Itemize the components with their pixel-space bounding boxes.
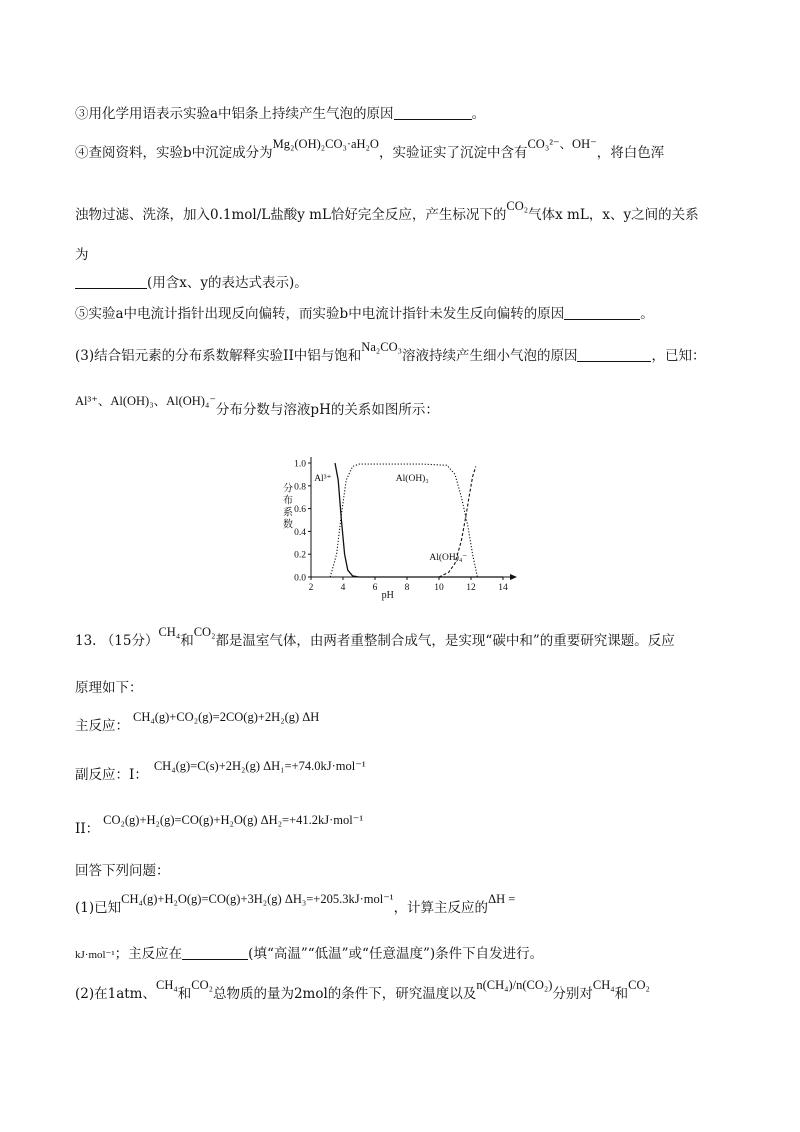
side-reaction-2-equation: CO₂(g)+H₂(g)=CO(g)+H₂O(g) ΔH₂=+41.2kJ·mol⁻¹ xyxy=(103,813,364,827)
x-axis-label: pH xyxy=(381,590,394,601)
x-tick-label: 2 xyxy=(308,583,314,593)
q12-part5-text: ⑤实验a中电流计指针出现反向偏转，而实验b中电流计指针未发生反向偏转的原因 xyxy=(75,306,565,322)
q12-part4b-pre: 浊物过滤、洗涤，加入0.1mol/L盐酸y mL恰好完全反应，产生标况下的 xyxy=(75,207,507,223)
y-tick-label: 0.6 xyxy=(294,505,306,516)
conj-and: 和 xyxy=(180,633,194,649)
q12-part3-line xyxy=(75,102,485,122)
q12-part4-line xyxy=(75,137,665,161)
answer-blank-3[interactable] xyxy=(394,106,472,120)
y-tick-label: 0.4 xyxy=(294,527,306,538)
q13-text1: 都是温室气体，由两者重整制合成气，是实现“碳中和”的重要研究课题。反应 xyxy=(215,633,675,649)
x-tick-label: 8 xyxy=(404,583,410,593)
q12-part4d-line xyxy=(75,271,308,291)
main-reaction-label: 主反应： xyxy=(75,718,129,734)
formula-mg2oh2co3: Mg₂(OH)₂CO₃·aH₂O xyxy=(272,137,379,151)
series-label-0: Al³⁺ xyxy=(314,474,332,485)
side-reaction-2-line xyxy=(75,813,364,837)
y-tick-label: 0.0 xyxy=(294,573,306,584)
q12-part4-mid: ，实验证实了沉淀中含有 xyxy=(378,145,528,161)
main-reaction-line xyxy=(75,710,320,734)
y-axis-label-char: 系 xyxy=(283,507,293,519)
q12-part3-end: 。 xyxy=(471,106,486,122)
distribution-chart xyxy=(281,451,521,601)
q12-sub3-mid: 溶液持续产生细小气泡的原因 xyxy=(401,348,578,364)
x-tick-label: 14 xyxy=(498,583,508,593)
q12-part4c-line xyxy=(75,243,89,263)
formula-co2: CO₂ xyxy=(506,199,529,213)
ratio-formula: n(CH₄)/n(CO₂) xyxy=(476,978,553,992)
formula-co2-s2b: CO₂ xyxy=(628,978,650,992)
side-reaction-2-label: II： xyxy=(75,821,100,837)
q12-species-line xyxy=(75,394,439,418)
q13-sub2-line xyxy=(75,978,650,1002)
side-reaction-1-line xyxy=(75,759,366,783)
q12-part5-end: 。 xyxy=(640,306,654,322)
x-tick-label: 12 xyxy=(466,583,476,593)
y-axis-label-char: 分 xyxy=(283,483,293,495)
formula-co2-s2: CO₂ xyxy=(191,978,213,992)
formula-ions: CO₃²⁻、OH⁻ xyxy=(527,137,597,151)
q12-sub3-post: ，已知： xyxy=(651,348,706,364)
y-axis-label-char: 数 xyxy=(283,519,293,531)
q12-sub3-line xyxy=(75,340,706,364)
answer-intro: 回答下列问题： xyxy=(75,863,170,879)
answer-intro-line xyxy=(75,859,170,879)
x-axis-arrow xyxy=(510,574,517,580)
q12-part4-post: ，将白色浑 xyxy=(596,145,665,161)
q13-sub1b-post: (填“高温”“低温”或“任意温度”)条件下自发进行。 xyxy=(248,946,544,962)
answer-blank-13-1[interactable] xyxy=(182,946,248,960)
q13-sub1-mid: ，计算主反应的 xyxy=(393,900,489,916)
unit-kj-mol: kJ·mol⁻¹ xyxy=(75,949,115,961)
sub1-equation: CH₄(g)+H₂O(g)=CO(g)+3H₂(g) ΔH₃=+205.3kJ·mol⁻¹ xyxy=(121,892,394,906)
formula-co2-q13: CO₂ xyxy=(193,625,216,639)
question-score: （15分） xyxy=(100,633,159,649)
side-reaction-1-label: 副反应：I： xyxy=(75,767,148,783)
y-tick-label: 1.0 xyxy=(294,459,306,470)
x-tick-label: 6 xyxy=(372,583,378,593)
q13-text2: 原理如下： xyxy=(75,680,143,696)
q12-part3-text: ③用化学用语表示实验a中铝条上持续产生气泡的原因 xyxy=(75,106,394,122)
q13-sub1b-pre: ；主反应在 xyxy=(114,946,183,962)
q12-part5-line xyxy=(75,302,654,322)
delta-h-symbol: ΔH = xyxy=(488,892,516,906)
side-reaction-1-equation: CH₄(g)=C(s)+2H₂(g) ΔH₁=+74.0kJ·mol⁻¹ xyxy=(153,759,366,773)
chart-labels xyxy=(314,473,467,563)
y-tick-label: 0.2 xyxy=(294,550,306,561)
formula-na2co3: Na₂CO₃ xyxy=(361,340,402,354)
series-label-1: Al(OH)₃ xyxy=(395,474,429,485)
formula-al-species: Al³⁺、Al(OH)₃、Al(OH)₄⁻ xyxy=(75,394,216,408)
q13-sub2-mid: 总物质的量为2mol的条件下，研究温度以及 xyxy=(212,986,477,1002)
q12-species-post: 分布分数与溶液pH的关系如图所示： xyxy=(215,402,439,418)
answer-blank-4[interactable] xyxy=(75,275,147,289)
q12-part4b-post: 气体x mL，x、y之间的关系 xyxy=(528,207,699,223)
formula-ch4: CH₄ xyxy=(158,625,181,639)
series-label-2: Al(OH)₄⁻ xyxy=(429,552,468,563)
q13-sub1-pre: (1)已知 xyxy=(75,900,122,916)
formula-ch4-s2b: CH₄ xyxy=(592,978,615,992)
answer-blank-5[interactable] xyxy=(564,306,640,320)
conj-and-s2: 和 xyxy=(177,986,192,1002)
question-number: 13. xyxy=(75,633,97,649)
q13-text2-line xyxy=(75,676,143,696)
q13-sub2-pre: (2)在1atm、 xyxy=(75,986,156,1002)
q13-intro-line xyxy=(75,625,675,649)
y-axis-label-char: 布 xyxy=(283,495,293,507)
q13-sub1b-line xyxy=(75,942,543,962)
formula-ch4-s2: CH₄ xyxy=(156,978,178,992)
x-tick-label: 10 xyxy=(434,583,444,593)
q13-sub2-post: 分别对 xyxy=(552,986,593,1002)
main-reaction-equation: CH₄(g)+CO₂(g)=2CO(g)+2H₂(g) ΔH xyxy=(133,710,320,724)
answer-blank-sub3[interactable] xyxy=(577,348,651,362)
q12-part4b-line xyxy=(75,199,699,223)
q12-part4d-text: (用含x、y的表达式表示)。 xyxy=(147,275,308,291)
q12-part4-pre: ④查阅资料，实验b中沉淀成分为 xyxy=(75,145,273,161)
q12-sub3-pre: (3)结合铝元素的分布系数解释实验II中铝与饱和 xyxy=(75,348,362,364)
y-tick-label: 0.8 xyxy=(294,482,306,493)
conj-and-s2b: 和 xyxy=(614,986,629,1002)
q13-sub1-line xyxy=(75,892,516,916)
x-tick-label: 4 xyxy=(340,583,346,593)
q12-part4c-text: 为 xyxy=(75,247,89,263)
